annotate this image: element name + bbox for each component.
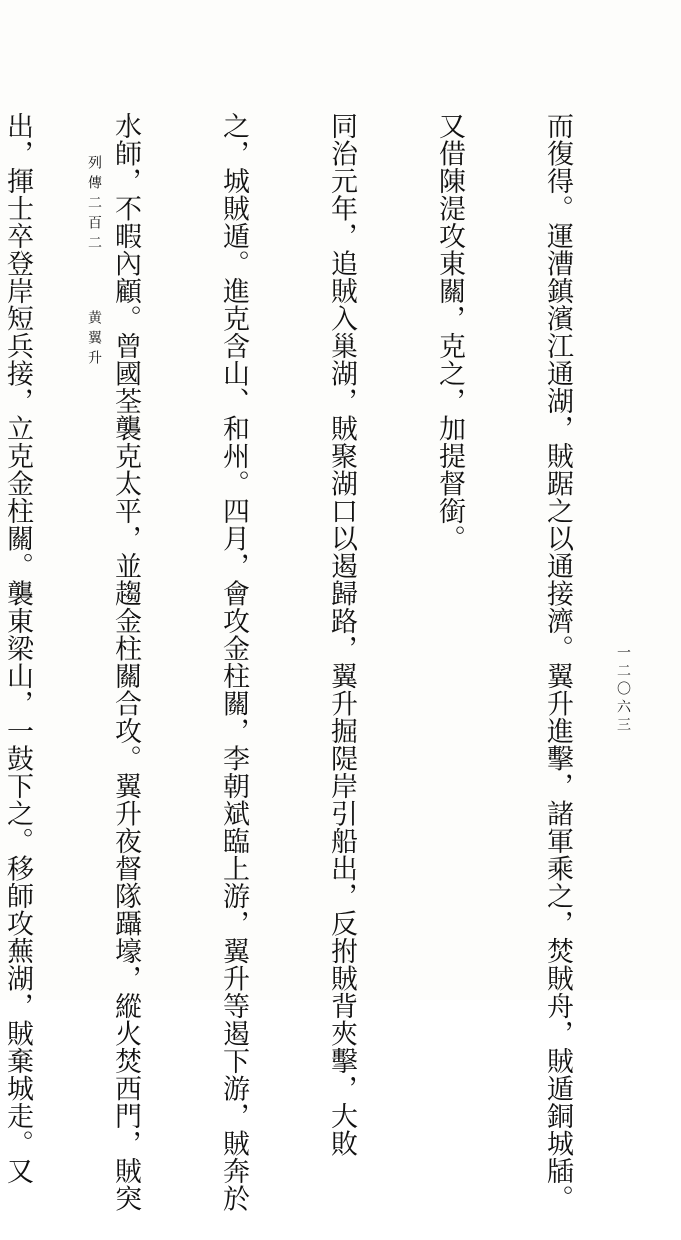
running-header-name: 黄翼升 bbox=[86, 310, 102, 370]
text-column: 而復得。運漕鎮濱江通湖，賊踞之以通接濟。翼升進擊，諸軍乘之，焚賊舟，賊遁銅城牐。 bbox=[542, 112, 573, 1212]
text-column: 出，揮士卒登岸短兵接，立克金柱關。襲東梁山，一鼓下之。移師攻蕪湖，賊棄城走。又 bbox=[2, 112, 33, 1185]
text-column: 水師，不暇內顧。曾國荃襲克太平，並趨金柱關合攻。翼升夜督隊躡壕，縱火焚西門，賊突 bbox=[110, 112, 141, 1212]
text-column: 之，城賊遁。進克含山、和州。四月，會攻金柱關，李朝斌臨上游，翼升等遏下游，賊奔於 bbox=[218, 112, 249, 1212]
running-header-volume: 列傳二百二 bbox=[86, 155, 102, 255]
page-number: 一二〇六三 bbox=[615, 645, 631, 735]
text-column: 同治元年，追賊入巢湖，賊聚湖口以遏歸路，翼升掘隄岸引船出，反拊賊背夾擊，大敗 bbox=[326, 112, 357, 1157]
text-column: 又借陳湜攻東關，克之，加提督銜。 bbox=[434, 112, 465, 552]
running-header bbox=[85, 155, 103, 370]
